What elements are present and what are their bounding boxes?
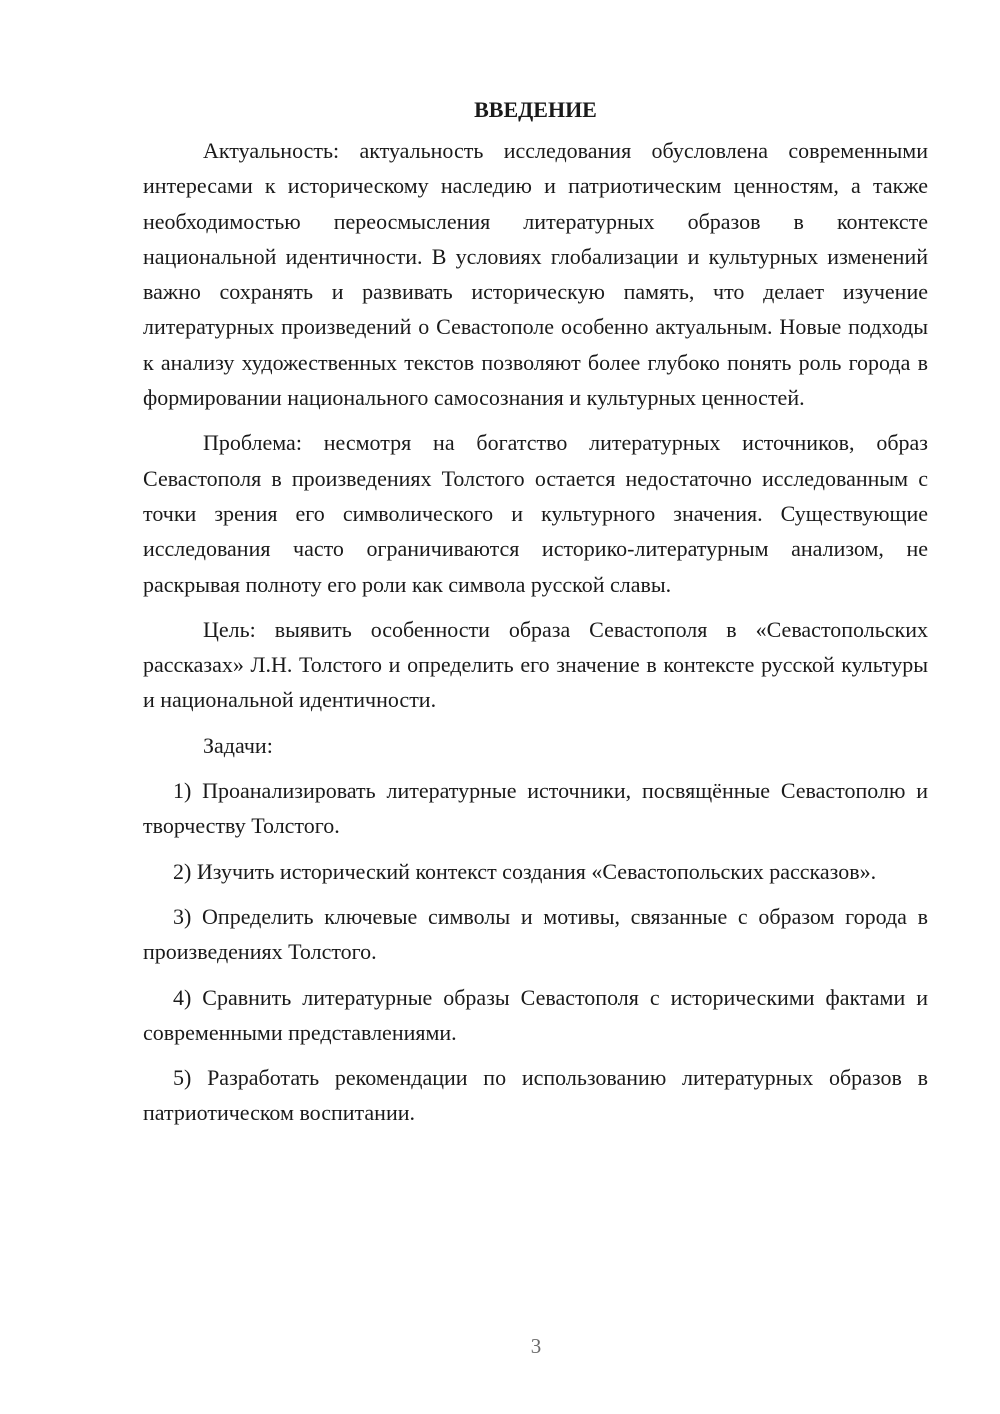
task-item: 3) Определить ключевые символы и мотивы, связанные с образом города в произведениях Толстого. <box>143 903 928 965</box>
tasks-list <box>143 773 928 1131</box>
goal-paragraph: Цель: выявить особенности образа Севастополя в «Севастопольских рассказах» Л.Н. Толстого и определить его значение в контексте русской культуры и национальной идентичности. <box>143 616 928 713</box>
relevance-paragraph: Актуальность: актуальность исследования обусловлена современными интересами к историческому наследию и патриотическим ценностям, а также необходимостью переосмысления литературных образов в контексте национальной идентичности. В условиях глобализации и культурных изменений важно сохранять и развивать историческую память, что делает изучение литературных произведений о Севастополе особенно актуальным. Новые подходы к анализу художественных текстов позволяют более глубоко понять роль города в формировании национального самосознания и культурных ценностей. <box>143 138 928 411</box>
task-item: 5) Разработать рекомендации по использованию литературных образов в патриотическом воспитании. <box>143 1065 928 1126</box>
document-page <box>143 92 928 1131</box>
task-item: 1) Проанализировать литературные источники, посвящённые Севастополю и творчеству Толстого. <box>143 778 928 839</box>
tasks-label: Задачи: <box>203 732 273 758</box>
problem-paragraph: Проблема: несмотря на богатство литературных источников, образ Севастополя в произведениях Толстого остается недостаточно исследованным с точки зрения его символического и культурного значения. Существующие исследования часто ограничиваются историко-литературным анализом, не раскрывая полноту его роли как символа русской славы. <box>143 430 928 597</box>
section-heading: ВВЕДЕНИЕ <box>474 97 597 122</box>
page-number: 3 <box>530 1334 542 1358</box>
task-item: 2) Изучить исторический контекст создания «Севастопольских рассказов». <box>173 858 877 884</box>
task-item: 4) Сравнить литературные образы Севастополя с историческими фактами и современными представлениями. <box>143 984 928 1045</box>
